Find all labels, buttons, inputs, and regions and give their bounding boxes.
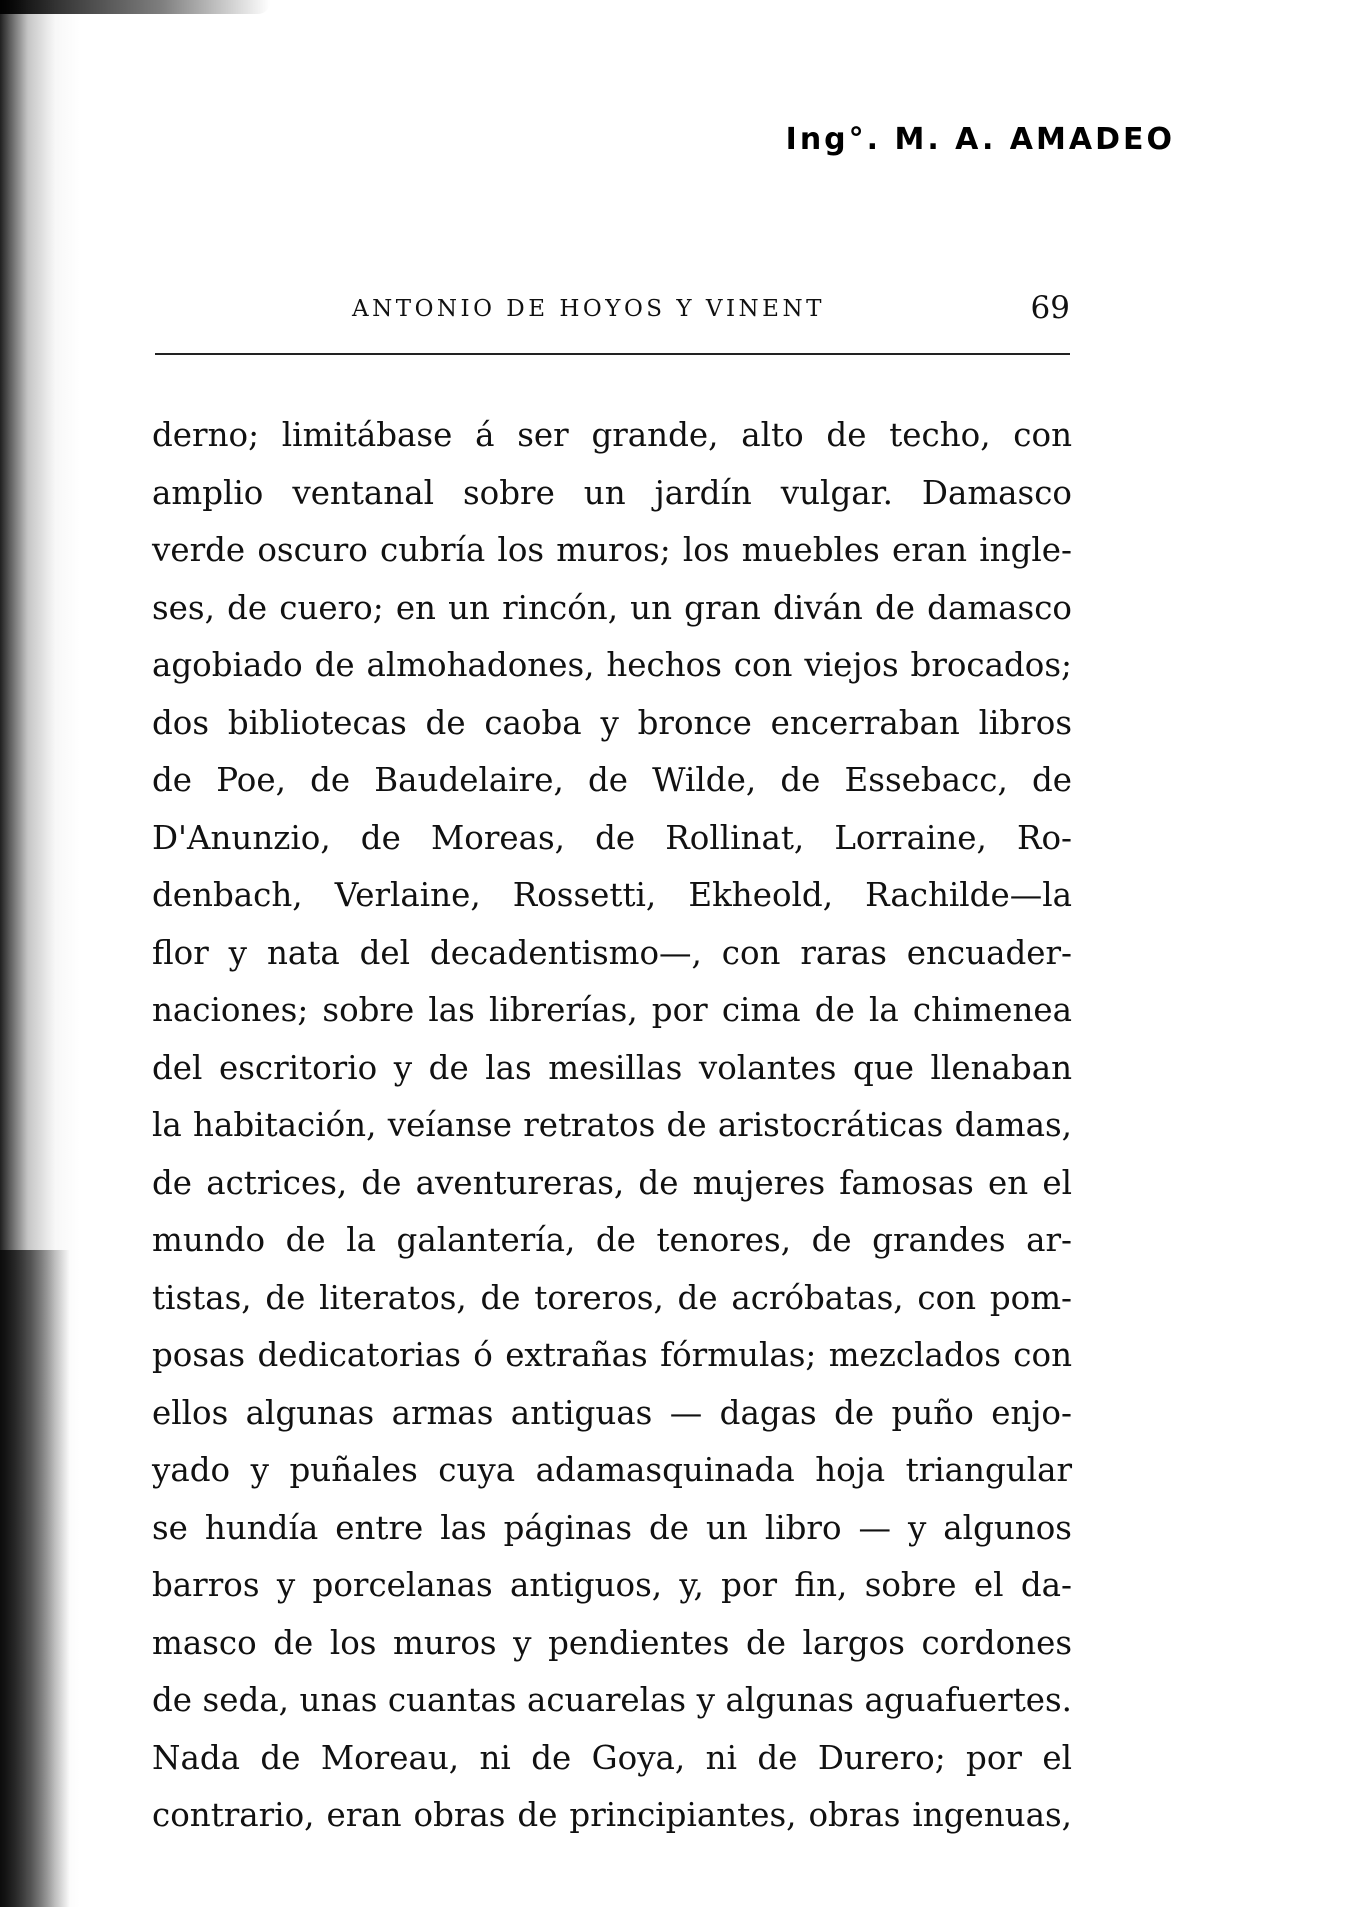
text-line: contrario, eran obras de principiantes, obras ingenuas, [152,1796,1072,1834]
text-line: denbach, Verlaine, Rossetti, Ekheold, Rachilde—la [152,876,1072,914]
text-line: verde oscuro cubría los muros; los muebles eran ingle- [152,531,1072,569]
text-line: la habitación, veíanse retratos de aristocráticas damas, [152,1106,1072,1144]
text-line: masco de los muros y pendientes de largos cordones [152,1623,1072,1662]
scan-gutter-shadow [0,0,80,1907]
text-line: derno; limitábase á ser grande, alto de techo, con [152,416,1072,454]
scan-ink-smudge [0,0,270,14]
text-line: de actrices, de aventureras, de mujeres famosas en el [152,1163,1072,1202]
owner-stamp: Ing°. M. A. AMADEO [785,122,1175,157]
text-line: agobiado de almohadones, hechos con viejos brocados; [152,646,1072,684]
running-header [155,290,1070,330]
text-line: ses, de cuero; en un rincón, un gran diván de damasco [152,588,1072,627]
text-line: posas dedicatorias ó extrañas fórmulas; mezclados con [152,1336,1072,1374]
text-line: de seda, unas cuantas acuarelas y algunas aguafuertes. [152,1681,1072,1719]
header-rule [155,353,1070,355]
text-line: flor y nata del decadentismo—, con raras encuader- [152,933,1072,972]
text-line: amplio ventanal sobre un jardín vulgar. Damasco [152,473,1072,512]
text-line: barros y porcelanas antiguos, y, por fin, sobre el da- [152,1566,1072,1604]
page-number: 69 [1030,290,1070,326]
text-line: ellos algunas armas antiguas — dagas de puño enjo- [152,1393,1072,1432]
text-line: se hundía entre las páginas de un libro — y algunos [152,1508,1072,1547]
text-line: Nada de Moreau, ni de Goya, ni de Durero; por el [152,1738,1072,1777]
text-line: tistas, de literatos, de toreros, de acróbatas, con pom- [152,1278,1072,1317]
body-text [152,407,1072,1845]
text-line: del escritorio y de las mesillas volantes que llenaban [152,1048,1072,1087]
text-line: naciones; sobre las librerías, por cima de la chimenea [152,991,1072,1029]
text-line: mundo de la galantería, de tenores, de grandes ar- [152,1221,1072,1259]
text-line: dos bibliotecas de caoba y bronce encerraban libros [152,703,1072,742]
text-line: D'Anunzio, de Moreas, de Rollinat, Lorraine, Ro- [152,818,1072,857]
text-line: de Poe, de Baudelaire, de Wilde, de Essebacc, de [152,761,1072,799]
running-header-title: ANTONIO DE HOYOS Y VINENT [352,296,825,322]
text-line: yado y puñales cuya adamasquinada hoja triangular [152,1451,1072,1489]
